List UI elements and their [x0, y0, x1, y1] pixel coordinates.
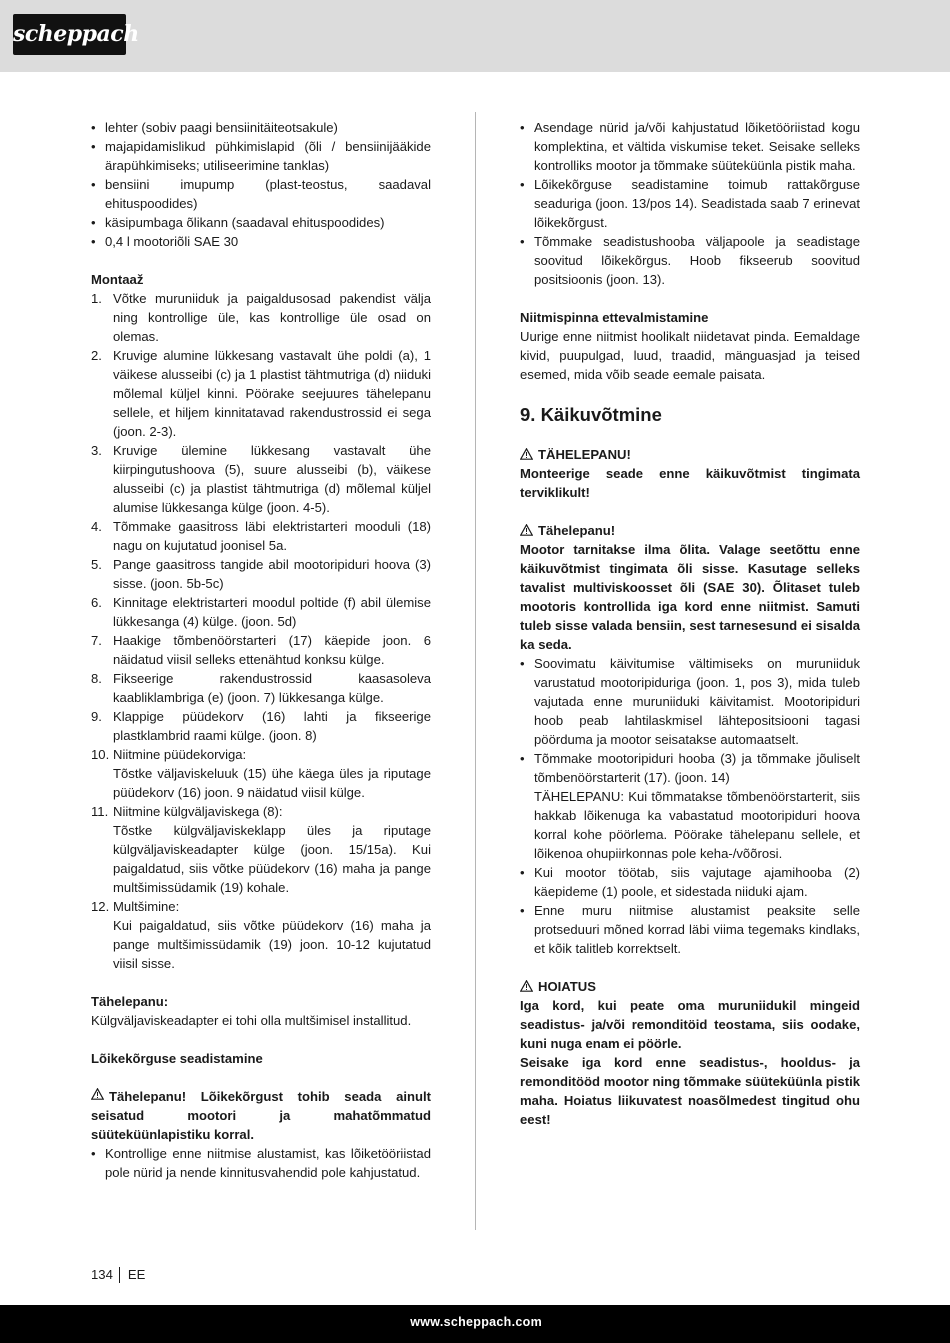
- list-item: • Kui mootor töötab, siis vajutage ajamihooba (2) käepideme (1) poole, et sidestada niiduki ajam.: [520, 863, 860, 901]
- hoiatus-text: Seisake iga kord enne seadistus-, hooldus- ja remonditööd mootor ning tõmmake süüteküünla pistik maha. Hoiatus liikuvatest noasõlmedest tingitud ohu eest!: [520, 1055, 860, 1127]
- list-item: 6. Kinnitage elektristarteri moodul poltide (f) abil ülemise lükkesanga (4) külge. (joon. 5d): [91, 595, 431, 629]
- page-header: [0, 0, 950, 72]
- list-item: 1. Võtke muruniiduk ja paigaldusosad pakendist välja ning kontrollige üle, kas kontrollige üle osad on olemas.: [91, 291, 431, 344]
- list-item: • Tõmmake seadistushooba väljapoole ja seadistage soovitud lõikekõrgus. Hoob fikseerub soovitud positsioonis (joon. 13).: [520, 232, 860, 289]
- brand-logo: scheppach: [13, 14, 126, 55]
- list-item: 9. Klappige püüdekorv (16) lahti ja fikseerige plastklambrid raami külge. (joon. 8): [91, 709, 431, 743]
- note-heading: Tähelepanu:: [91, 994, 169, 1009]
- cut-height-list-continued: [520, 118, 860, 289]
- list-item: 5. Pange gaasitross tangide abil mootoripiduri hoova (3) sisse. (joon. 5b-5c): [91, 557, 431, 591]
- warning-triangle-icon: [520, 980, 534, 993]
- cut-height-list: [91, 1144, 431, 1182]
- prep-text: Uurige enne niitmist hoolikalt niidetavat pinda. Eemaldage kivid, puupulgad, luud, traadid, mänguasjad ja teised esemed, mida võib seade eemale paisata.: [520, 329, 860, 382]
- startup-list: [520, 654, 860, 958]
- list-item: • lehter (sobiv paagi bensiinitäiteotsakule): [91, 118, 431, 137]
- list-item: • Tõmmake mootoripiduri hooba (3) ja tõmmake jõuliselt tõmbenöörstarterit (17). (joon. 14) TÄHELEPANU: Kui tõmmatakse tõmbenöörstarterit, siis hakkab lõikenuga ka vabastatud mootoripiduri hoova korral kohe pöörlema. Pöörake tähelepanu sellele, et lõikenoa ohupiirkonnas pole keha-/võõrosi.: [520, 749, 860, 863]
- warning-triangle-icon: [91, 1088, 105, 1101]
- list-item: 3. Kruvige ülemine lükkesang vastavalt ühe kiirpingutushoova (5), suure alusseibi (b), väikese alusseibi (c) ja plastist tähtmutriga (d) mõlemal küljel alumise lükkesanga külge (joon. 4-5).: [91, 443, 431, 515]
- list-item: • majapidamislikud pühkimislapid (õli / bensiinijääkide ärapühkimiseks; utiliseerimine tanklas): [91, 137, 431, 175]
- cut-height-warning: Tähelepanu! Lõikekõrgust tohib seada ainult seisatud mootori ja mahatõmmatud süüteküünlapistiku korral.: [91, 1089, 431, 1142]
- right-column: [520, 118, 860, 1129]
- page-number: 134 EE: [91, 1267, 146, 1282]
- list-item: 10. Niitmine püüdekorviga: Tõstke väljaviskeluuk (15) ühe käega üles ja riputage püüdekorv (16) joon. 9 näidatud viisil külge.: [91, 747, 431, 800]
- list-item: • bensiini imupump (plast-teostus, saadaval ehituspoodides): [91, 175, 431, 213]
- warning-heading: TÄHELEPANU!: [520, 445, 860, 464]
- list-item: • 0,4 l mootoriõli SAE 30: [91, 232, 431, 251]
- list-item: 11. Niitmine külgväljaviskega (8): Tõstke külgväljaviskeklapp üles ja riputage külgväljaviskeadapter külge (joon. 15/15a). Kui paigaldatud, siis võtke püüdekorv (16) maha ja pange multšimissüdamik (19) kohale.: [91, 804, 431, 895]
- oil-warning-text: Mootor tarnitakse ilma õlita. Valage seetõttu enne käikuvõtmist tingimata õli sisse. Kasutage selleks tavalist multiviskoosset õli (SAE 30). Õlitaset tuleb mootoris kontrollida iga kord enne niitmist. Samuti tuleb sisse valada bensiin, sest tarnesesund ei sisalda ka seda.: [520, 542, 860, 652]
- hoiatus-text: Iga kord, kui peate oma muruniidukil mingeid seadistus- ja/või remonditöid teostama, siis oodake, kuni nuga enam ei pöörle.: [520, 998, 860, 1051]
- list-item: 4. Tõmmake gaasitross läbi elektristarteri mooduli (18) nagu on kujutatud joonisel 5a.: [91, 519, 431, 553]
- cut-height-heading: Lõikekõrguse seadistamine: [91, 1051, 263, 1066]
- list-item: • Enne muru niitmise alustamist peaksite selle protseduuri mõned korrad läbi viima tegemaks kindlaks, et kõik talitleb korrektselt.: [520, 901, 860, 958]
- warning-triangle-icon: [520, 448, 534, 461]
- tools-list: [91, 118, 431, 251]
- hoiatus-heading: HOIATUS: [520, 977, 860, 996]
- montaaz-heading: Montaaž: [91, 272, 144, 287]
- page-footer: [0, 1305, 950, 1343]
- note-text: Külgväljaviskeadapter ei tohi olla multšimisel installitud.: [91, 1013, 412, 1028]
- list-item: 8. Fikseerige rakendustrossid kaasasoleva kaabliklambriga (e) (joon. 7) lükkesanga külge.: [91, 671, 431, 705]
- list-item: • Asendage nürid ja/või kahjustatud lõiketööriistad kogu komplektina, et vältida viskumise teket. Seisake selleks kontrolliks mootor ja tõmmake süüteküünla pistik maha.: [520, 118, 860, 175]
- section-title: 9. Käikuvõtmine: [520, 404, 662, 425]
- warning-text: Monteerige seade enne käikuvõtmist tingimata terviklikult!: [520, 466, 860, 500]
- warning-heading: Tähelepanu!: [520, 521, 860, 540]
- list-item: • käsipumbaga õlikann (saadaval ehituspoodides): [91, 213, 431, 232]
- prep-heading: Niitmispinna ettevalmistamine: [520, 310, 709, 325]
- column-divider: [475, 112, 476, 1230]
- list-item: • Lõikekõrguse seadistamine toimub rattakõrguse seaduriga (joon. 13/pos 14). Seadistada saab 7 erinevat lõikekõrgust.: [520, 175, 860, 232]
- list-item: • Kontrollige enne niitmise alustamist, kas lõiketööriistad pole nürid ja nende kinnitusvahendid pole kahjustatud.: [91, 1144, 431, 1182]
- list-item: • Soovimatu käivitumise vältimiseks on muruniiduk varustatud mootoripiduriga (joon. 1, pos 3), mida tuleb vajutada enne muruniiduki käivitamist. Mootoripiduri hoob peab lahtilaskmisel lähtepositsiooni tagasi pöörduma ja mootor seisatakse automaatselt.: [520, 654, 860, 749]
- warning-triangle-icon: [520, 524, 534, 537]
- list-item: 7. Haakige tõmbenöörstarteri (17) käepide joon. 6 näidatud viisil selleks ettenähtud konksu külge.: [91, 633, 431, 667]
- footer-url[interactable]: www.scheppach.com: [410, 1315, 542, 1329]
- list-item: 2. Kruvige alumine lükkesang vastavalt ühe poldi (a), 1 väikese alusseibi (c) ja 1 plastist tähtmutriga (d) niiduki mõlemal küljel kinni. Pöörake seejuures tähelepanu sellele, et hiljem kinnitatavad rakendustrossid ei sega (joon. 2-3).: [91, 348, 431, 439]
- list-item: 12. Multšimine: Kui paigaldatud, siis võtke püüdekorv (16) maha ja pange multšimissüdamik (19) joon. 10-12 kujutatud viisil sisse.: [91, 899, 431, 971]
- assembly-steps: [91, 289, 431, 973]
- left-column: [91, 118, 431, 1182]
